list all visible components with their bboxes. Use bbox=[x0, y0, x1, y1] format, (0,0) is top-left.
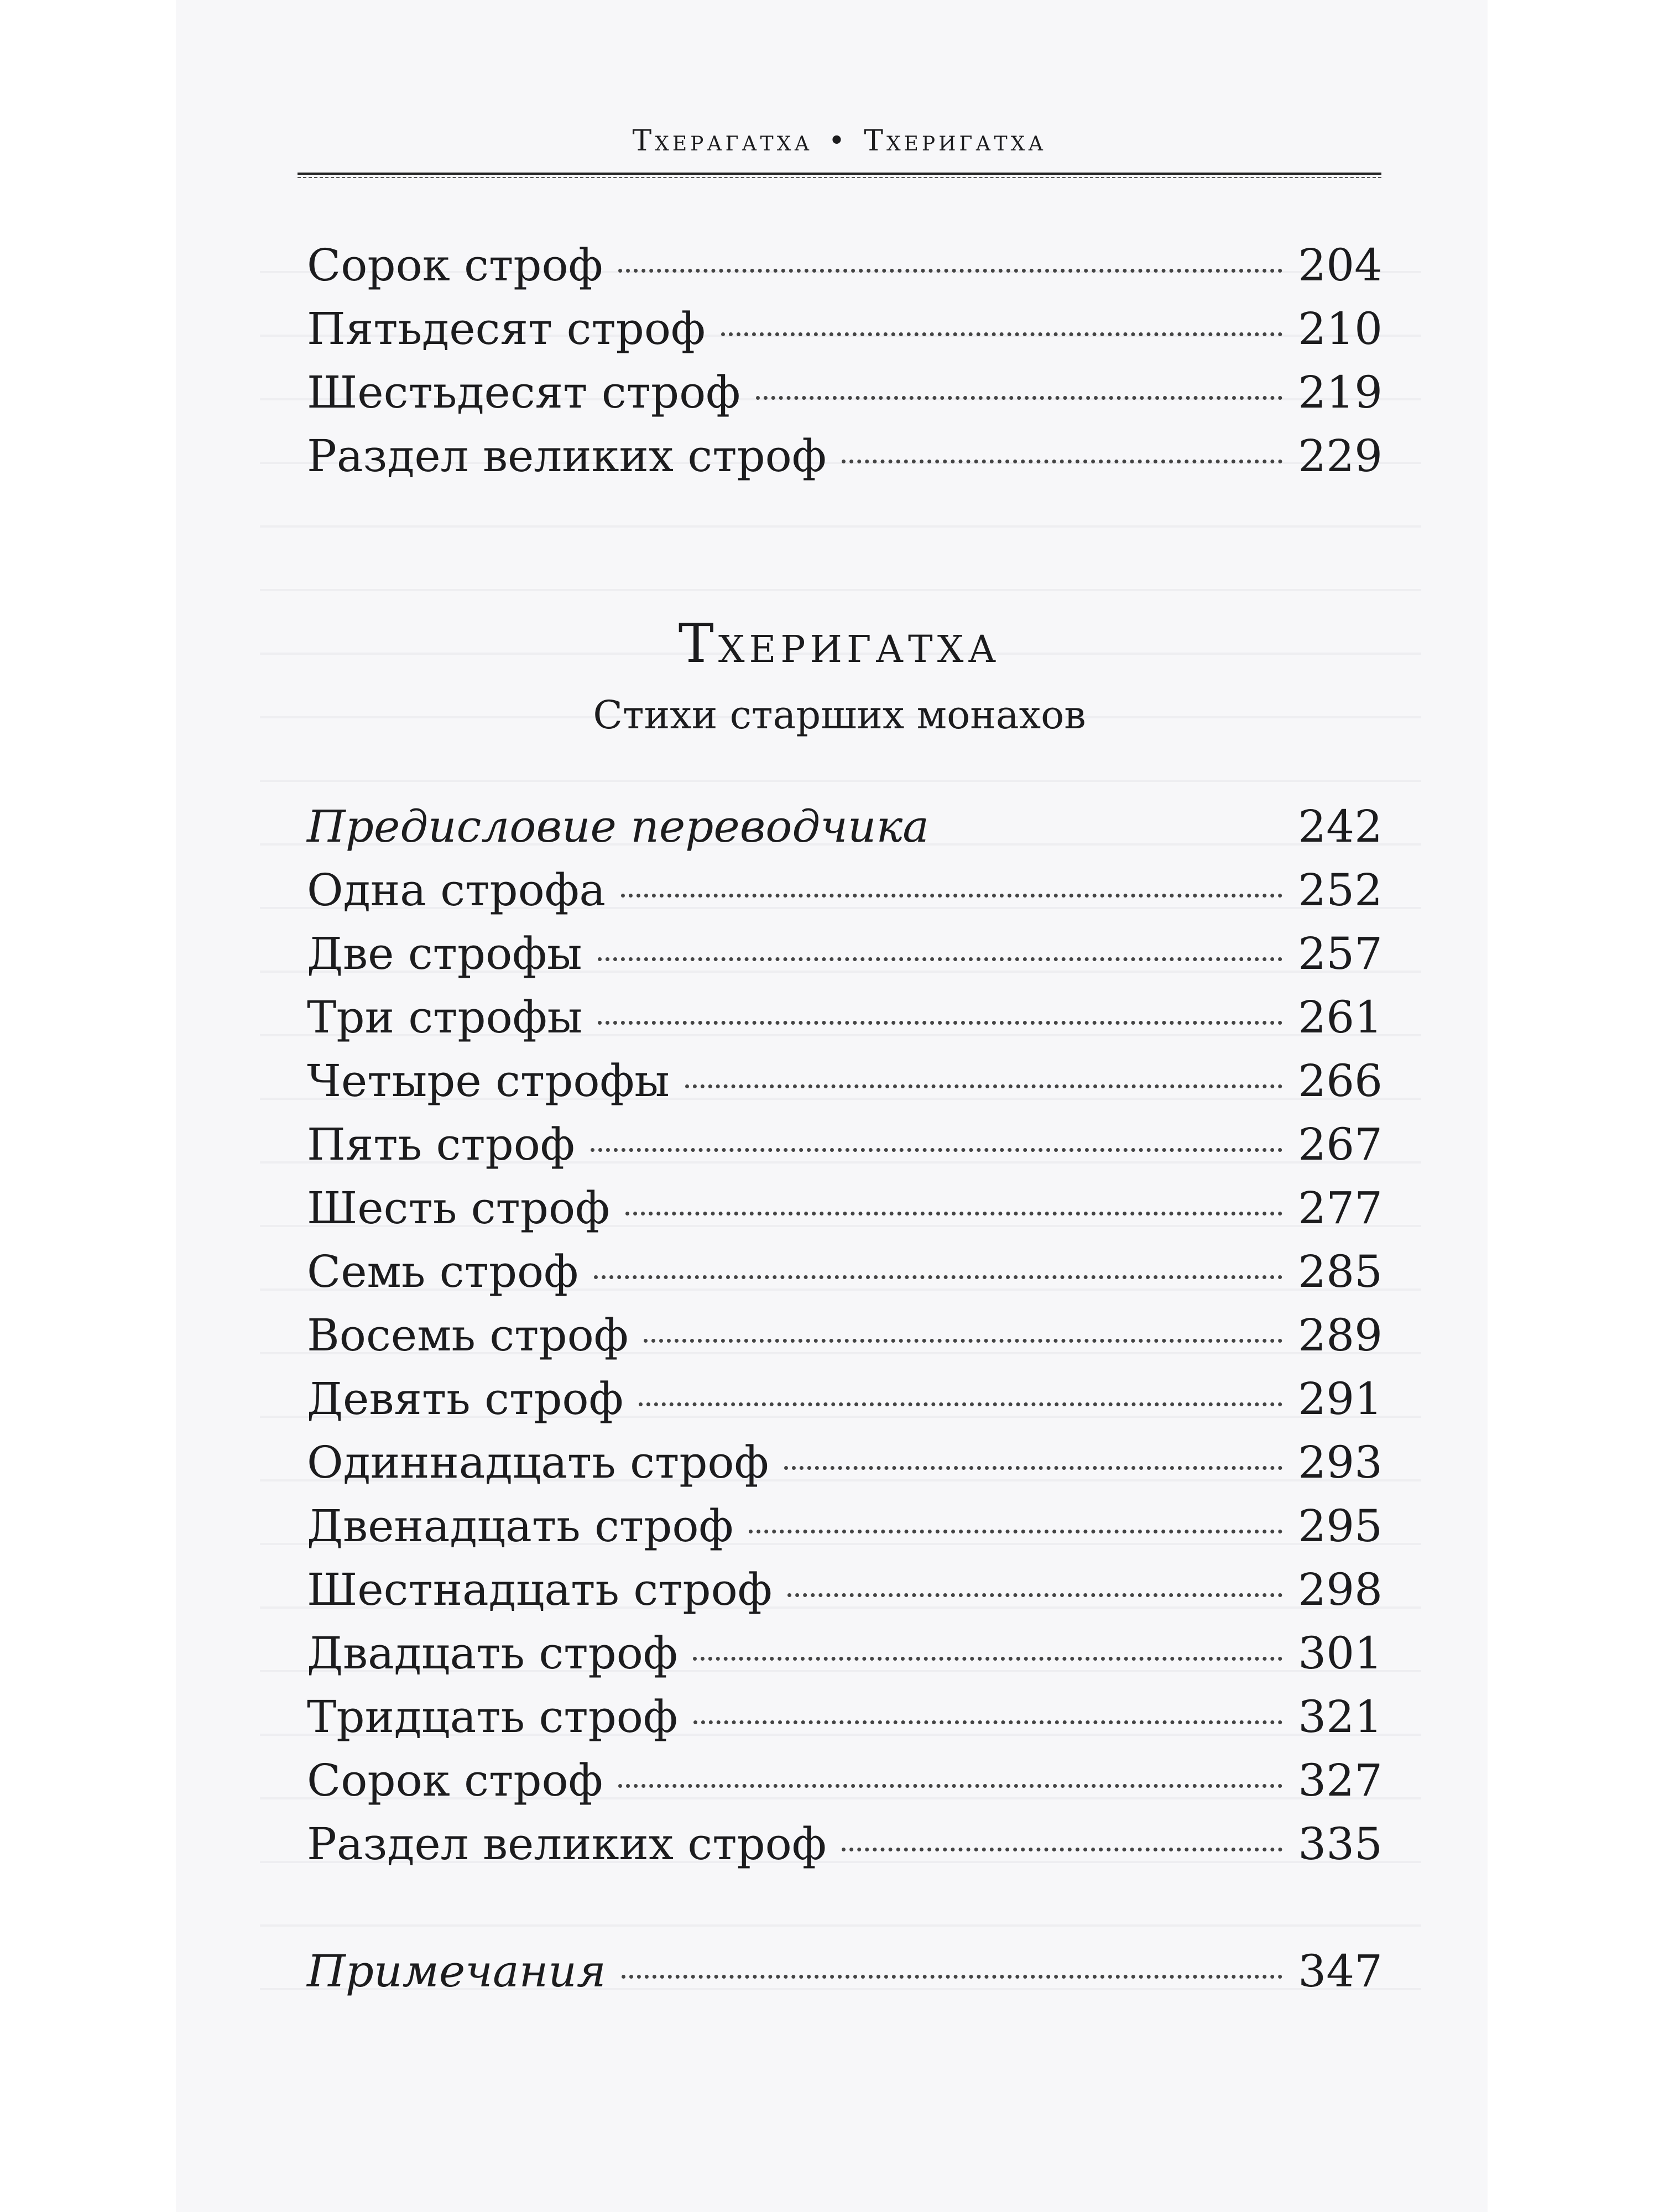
dot-leader bbox=[644, 1339, 1282, 1343]
dot-leader bbox=[591, 1148, 1283, 1152]
toc-entry-page: 293 bbox=[1298, 1437, 1383, 1488]
dot-leader bbox=[693, 1720, 1283, 1724]
dot-leader bbox=[693, 1657, 1282, 1661]
toc-entry-title: Восемь строф bbox=[307, 1310, 629, 1361]
toc-entry-page: 261 bbox=[1298, 992, 1383, 1043]
toc-entry-page: 301 bbox=[1298, 1627, 1383, 1679]
toc-entry-title: Шестьдесят строф bbox=[307, 367, 740, 418]
dot-leader bbox=[842, 1848, 1282, 1851]
toc-entry-page: 327 bbox=[1298, 1755, 1383, 1806]
toc-entry[interactable] bbox=[307, 1181, 1383, 1236]
toc-entry-title: Раздел великих строф bbox=[307, 430, 827, 482]
toc-entry[interactable] bbox=[307, 1817, 1383, 1872]
section-title: Тхеригатха bbox=[678, 613, 1001, 675]
toc-entry-title: Одиннадцать строф bbox=[307, 1437, 769, 1488]
dot-leader bbox=[787, 1593, 1282, 1597]
toc-entry[interactable] bbox=[307, 1626, 1383, 1681]
toc-entry[interactable] bbox=[307, 301, 1383, 357]
toc-entry-page: 295 bbox=[1298, 1500, 1383, 1552]
toc-entry-title: Сорок строф bbox=[307, 239, 603, 291]
toc-entry-page: 252 bbox=[1298, 864, 1383, 916]
toc-entry-page: 219 bbox=[1298, 367, 1383, 418]
toc-entry-title: Три строфы bbox=[307, 992, 583, 1043]
toc-entry[interactable] bbox=[307, 1499, 1383, 1554]
header-rule bbox=[298, 173, 1381, 178]
dot-leader bbox=[756, 396, 1282, 400]
dot-leader bbox=[639, 1402, 1282, 1406]
dot-leader bbox=[598, 957, 1283, 961]
toc-entry[interactable] bbox=[307, 1053, 1383, 1109]
toc-entry-title: Примечания bbox=[307, 1945, 606, 1997]
toc-entry-title: Шестнадцать строф bbox=[307, 1564, 773, 1615]
header-right-title: Тхеригатха bbox=[864, 124, 1047, 158]
toc-entry-title: Одна строфа bbox=[307, 864, 606, 916]
toc-entry-title: Две строфы bbox=[307, 928, 582, 979]
toc-entry[interactable] bbox=[307, 365, 1383, 420]
toc-entry-page: 257 bbox=[1298, 928, 1383, 979]
toc-entry-title: Шесть строф bbox=[307, 1182, 610, 1234]
toc-entry-title: Пятьдесят строф bbox=[307, 303, 706, 354]
toc-entry[interactable] bbox=[307, 238, 1383, 293]
dot-leader bbox=[594, 1275, 1282, 1279]
toc-entry-title: Двенадцать строф bbox=[307, 1500, 734, 1552]
toc-entry-page: 298 bbox=[1298, 1564, 1383, 1615]
toc-entry-title: Раздел великих строф bbox=[307, 1818, 827, 1870]
toc-entry-notes[interactable] bbox=[307, 1944, 1383, 1999]
toc-entry-title: Двадцать строф bbox=[307, 1627, 678, 1679]
toc-entry[interactable] bbox=[307, 799, 1383, 854]
dot-leader bbox=[625, 1212, 1283, 1215]
toc-entry[interactable] bbox=[307, 1117, 1383, 1172]
header-left-title: Тхерагатха bbox=[632, 124, 813, 158]
toc-entry[interactable] bbox=[307, 1562, 1383, 1618]
header-separator: • bbox=[828, 124, 849, 158]
dot-leader bbox=[618, 269, 1282, 273]
toc-entry-page: 277 bbox=[1298, 1182, 1383, 1234]
dot-leader bbox=[621, 894, 1282, 898]
toc-entry[interactable] bbox=[307, 926, 1383, 982]
dot-leader bbox=[618, 1784, 1282, 1788]
dot-leader bbox=[685, 1084, 1282, 1088]
toc-entry-title: Предисловие переводчика bbox=[307, 801, 929, 852]
toc-entry-page: 266 bbox=[1298, 1055, 1383, 1107]
toc-entry-page: 347 bbox=[1298, 1945, 1383, 1997]
toc-entry-title: Четыре строфы bbox=[307, 1055, 670, 1107]
toc-entry-page: 204 bbox=[1298, 239, 1383, 291]
dot-leader bbox=[749, 1530, 1282, 1533]
toc-entry-page: 335 bbox=[1298, 1818, 1383, 1870]
toc-entry-title: Пять строф bbox=[307, 1119, 575, 1170]
toc-entry[interactable] bbox=[307, 990, 1383, 1045]
toc-entry-page: 229 bbox=[1298, 430, 1383, 482]
dot-leader bbox=[842, 460, 1282, 463]
toc-entry[interactable] bbox=[307, 1689, 1383, 1745]
section-subtitle: Стихи старших монахов bbox=[593, 692, 1086, 738]
toc-entry-title: Семь строф bbox=[307, 1246, 578, 1297]
dot-leader bbox=[945, 830, 1282, 834]
toc-entry[interactable] bbox=[307, 863, 1383, 918]
toc-entry[interactable] bbox=[307, 429, 1383, 484]
dot-leader bbox=[598, 1021, 1282, 1025]
dot-leader bbox=[622, 1975, 1282, 1979]
toc-entry-page: 210 bbox=[1298, 303, 1383, 354]
toc-entry-page: 267 bbox=[1298, 1119, 1383, 1170]
toc-entry-title: Тридцать строф bbox=[307, 1691, 678, 1743]
toc-entry-page: 321 bbox=[1298, 1691, 1383, 1743]
toc-entry-title: Девять строф bbox=[307, 1373, 624, 1425]
toc-entry[interactable] bbox=[307, 1244, 1383, 1300]
toc-entry-page: 285 bbox=[1298, 1246, 1383, 1297]
toc-entry-page: 289 bbox=[1298, 1310, 1383, 1361]
toc-entry[interactable] bbox=[307, 1435, 1383, 1490]
toc-entry[interactable] bbox=[307, 1753, 1383, 1808]
running-header bbox=[298, 124, 1381, 158]
dot-leader bbox=[784, 1466, 1282, 1470]
toc-entry-page: 291 bbox=[1298, 1373, 1383, 1425]
toc-entry-page: 242 bbox=[1298, 801, 1383, 852]
dot-leader bbox=[721, 332, 1283, 336]
toc-entry[interactable] bbox=[307, 1308, 1383, 1363]
toc-entry[interactable] bbox=[307, 1371, 1383, 1427]
toc-entry-title: Сорок строф bbox=[307, 1755, 603, 1806]
